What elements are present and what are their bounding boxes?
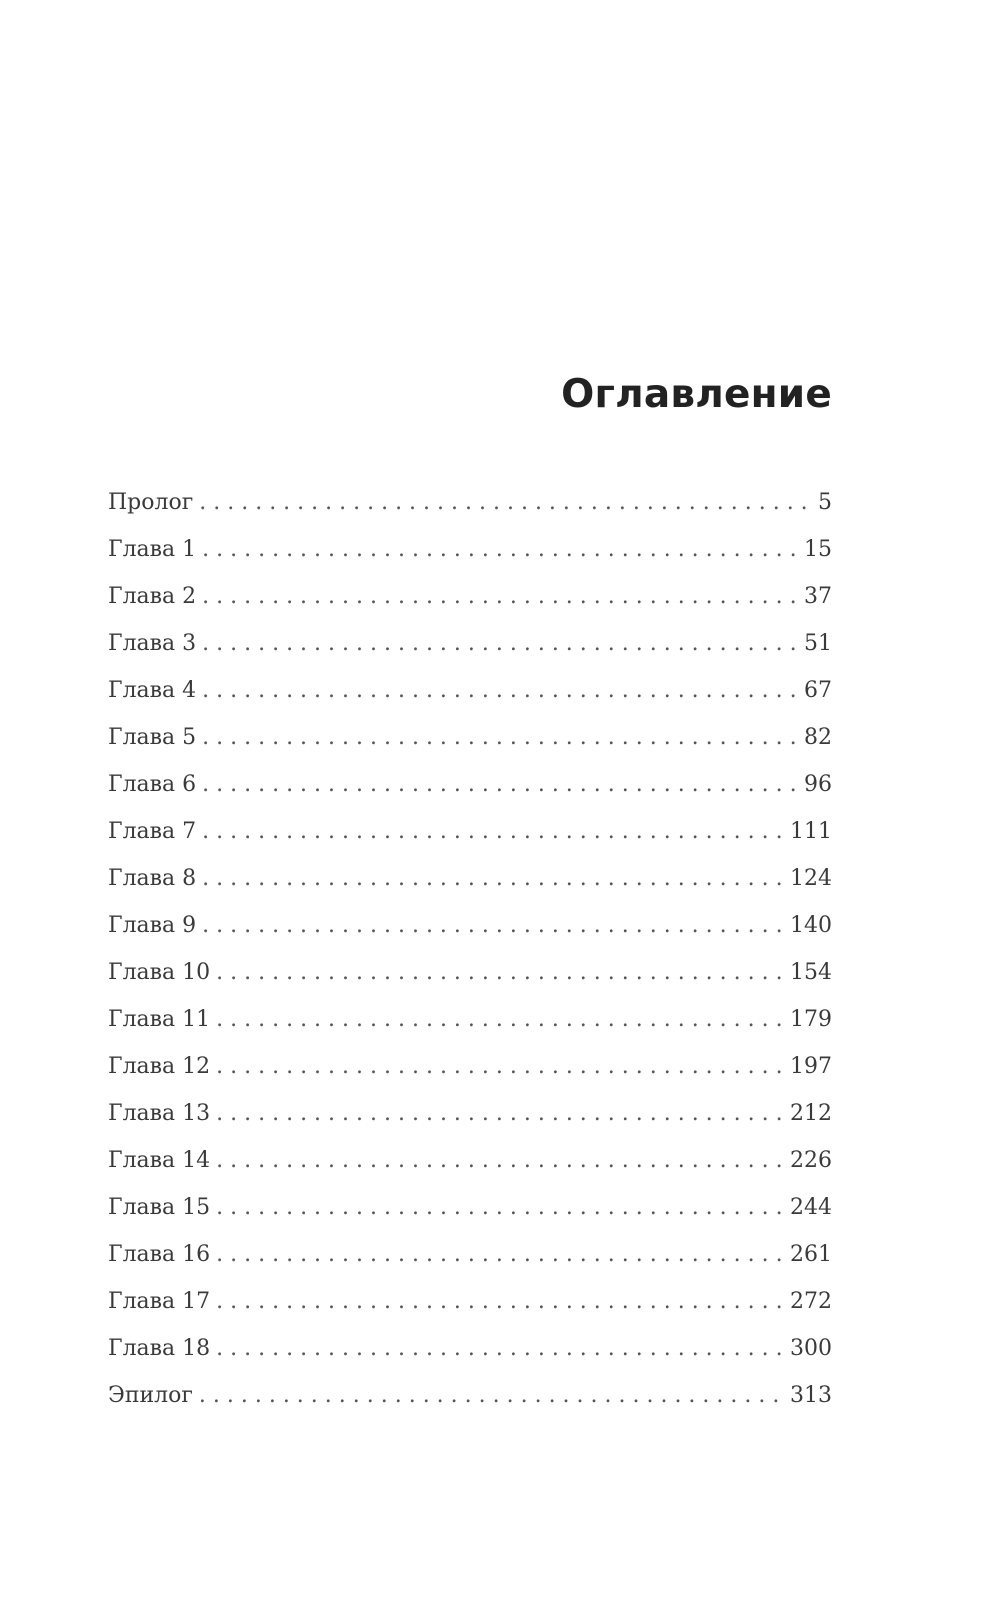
toc-dot-leader bbox=[216, 1007, 786, 1032]
toc-entry-page: 244 bbox=[790, 1195, 832, 1220]
toc-dot-leader bbox=[202, 584, 800, 609]
toc-entry-chapter-12 bbox=[108, 1054, 832, 1101]
table-of-contents bbox=[108, 490, 832, 1430]
toc-entry-page: 96 bbox=[804, 772, 832, 797]
toc-dot-leader bbox=[202, 819, 786, 844]
toc-entry-label: Глава 4 bbox=[108, 678, 197, 703]
toc-dot-leader bbox=[202, 678, 800, 703]
toc-entry-prologue bbox=[108, 490, 832, 537]
toc-entry-label: Глава 18 bbox=[108, 1336, 211, 1361]
toc-entry-label: Глава 1 bbox=[108, 537, 197, 562]
toc-dot-leader bbox=[216, 1195, 786, 1220]
toc-entry-chapter-9 bbox=[108, 913, 832, 960]
toc-entry-page: 212 bbox=[790, 1101, 832, 1126]
toc-entry-page: 226 bbox=[790, 1148, 832, 1173]
toc-entry-chapter-17 bbox=[108, 1289, 832, 1336]
toc-entry-label: Глава 14 bbox=[108, 1148, 211, 1173]
toc-entry-chapter-2 bbox=[108, 584, 832, 631]
toc-dot-leader bbox=[202, 772, 800, 797]
toc-entry-chapter-3 bbox=[108, 631, 832, 678]
toc-entry-chapter-7 bbox=[108, 819, 832, 866]
toc-entry-chapter-4 bbox=[108, 678, 832, 725]
toc-entry-page: 300 bbox=[790, 1336, 832, 1361]
toc-entry-page: 154 bbox=[790, 960, 832, 985]
toc-dot-leader bbox=[216, 1289, 786, 1314]
toc-dot-leader bbox=[216, 1336, 786, 1361]
toc-entry-chapter-8 bbox=[108, 866, 832, 913]
toc-dot-leader bbox=[216, 1242, 786, 1267]
toc-dot-leader bbox=[199, 490, 814, 515]
toc-entry-page: 179 bbox=[790, 1007, 832, 1032]
toc-entry-label: Глава 11 bbox=[108, 1007, 211, 1032]
toc-entry-page: 140 bbox=[790, 913, 832, 938]
toc-entry-chapter-6 bbox=[108, 772, 832, 819]
toc-dot-leader bbox=[216, 960, 786, 985]
toc-entry-chapter-5 bbox=[108, 725, 832, 772]
toc-entry-label: Глава 6 bbox=[108, 772, 197, 797]
toc-entry-label: Глава 7 bbox=[108, 819, 197, 844]
toc-dot-leader bbox=[202, 913, 786, 938]
toc-entry-page: 15 bbox=[804, 537, 832, 562]
toc-entry-label: Глава 15 bbox=[108, 1195, 211, 1220]
toc-entry-chapter-18 bbox=[108, 1336, 832, 1383]
toc-entry-page: 313 bbox=[790, 1383, 832, 1408]
toc-entry-chapter-1 bbox=[108, 537, 832, 584]
toc-entry-page: 111 bbox=[790, 819, 832, 844]
toc-entry-epilogue bbox=[108, 1383, 832, 1430]
toc-entry-page: 82 bbox=[804, 725, 832, 750]
toc-entry-label: Глава 2 bbox=[108, 584, 197, 609]
toc-entry-page: 5 bbox=[818, 490, 832, 515]
toc-entry-chapter-13 bbox=[108, 1101, 832, 1148]
toc-entry-label: Пролог bbox=[108, 490, 194, 515]
toc-dot-leader bbox=[202, 537, 800, 562]
toc-entry-label: Глава 16 bbox=[108, 1242, 211, 1267]
toc-entry-label: Глава 12 bbox=[108, 1054, 211, 1079]
toc-entry-label: Эпилог bbox=[108, 1383, 193, 1408]
toc-entry-page: 272 bbox=[790, 1289, 832, 1314]
toc-entry-label: Глава 8 bbox=[108, 866, 197, 891]
toc-entry-chapter-10 bbox=[108, 960, 832, 1007]
toc-dot-leader bbox=[216, 1101, 786, 1126]
toc-dot-leader bbox=[202, 631, 800, 656]
toc-entry-label: Глава 9 bbox=[108, 913, 197, 938]
toc-entry-page: 51 bbox=[804, 631, 832, 656]
toc-entry-page: 124 bbox=[790, 866, 832, 891]
toc-entry-label: Глава 17 bbox=[108, 1289, 211, 1314]
toc-entry-page: 37 bbox=[804, 584, 832, 609]
toc-entry-label: Глава 3 bbox=[108, 631, 197, 656]
toc-entry-page: 67 bbox=[804, 678, 832, 703]
page-title: Оглавление bbox=[561, 372, 832, 417]
toc-entry-label: Глава 5 bbox=[108, 725, 197, 750]
toc-dot-leader bbox=[202, 866, 786, 891]
toc-entry-chapter-16 bbox=[108, 1242, 832, 1289]
toc-entry-page: 197 bbox=[790, 1054, 832, 1079]
toc-dot-leader bbox=[216, 1148, 786, 1173]
toc-dot-leader bbox=[216, 1054, 786, 1079]
toc-entry-label: Глава 10 bbox=[108, 960, 211, 985]
toc-dot-leader bbox=[199, 1383, 786, 1408]
toc-entry-chapter-15 bbox=[108, 1195, 832, 1242]
toc-entry-label: Глава 13 bbox=[108, 1101, 211, 1126]
toc-entry-chapter-11 bbox=[108, 1007, 832, 1054]
toc-dot-leader bbox=[202, 725, 800, 750]
toc-entry-page: 261 bbox=[790, 1242, 832, 1267]
toc-entry-chapter-14 bbox=[108, 1148, 832, 1195]
